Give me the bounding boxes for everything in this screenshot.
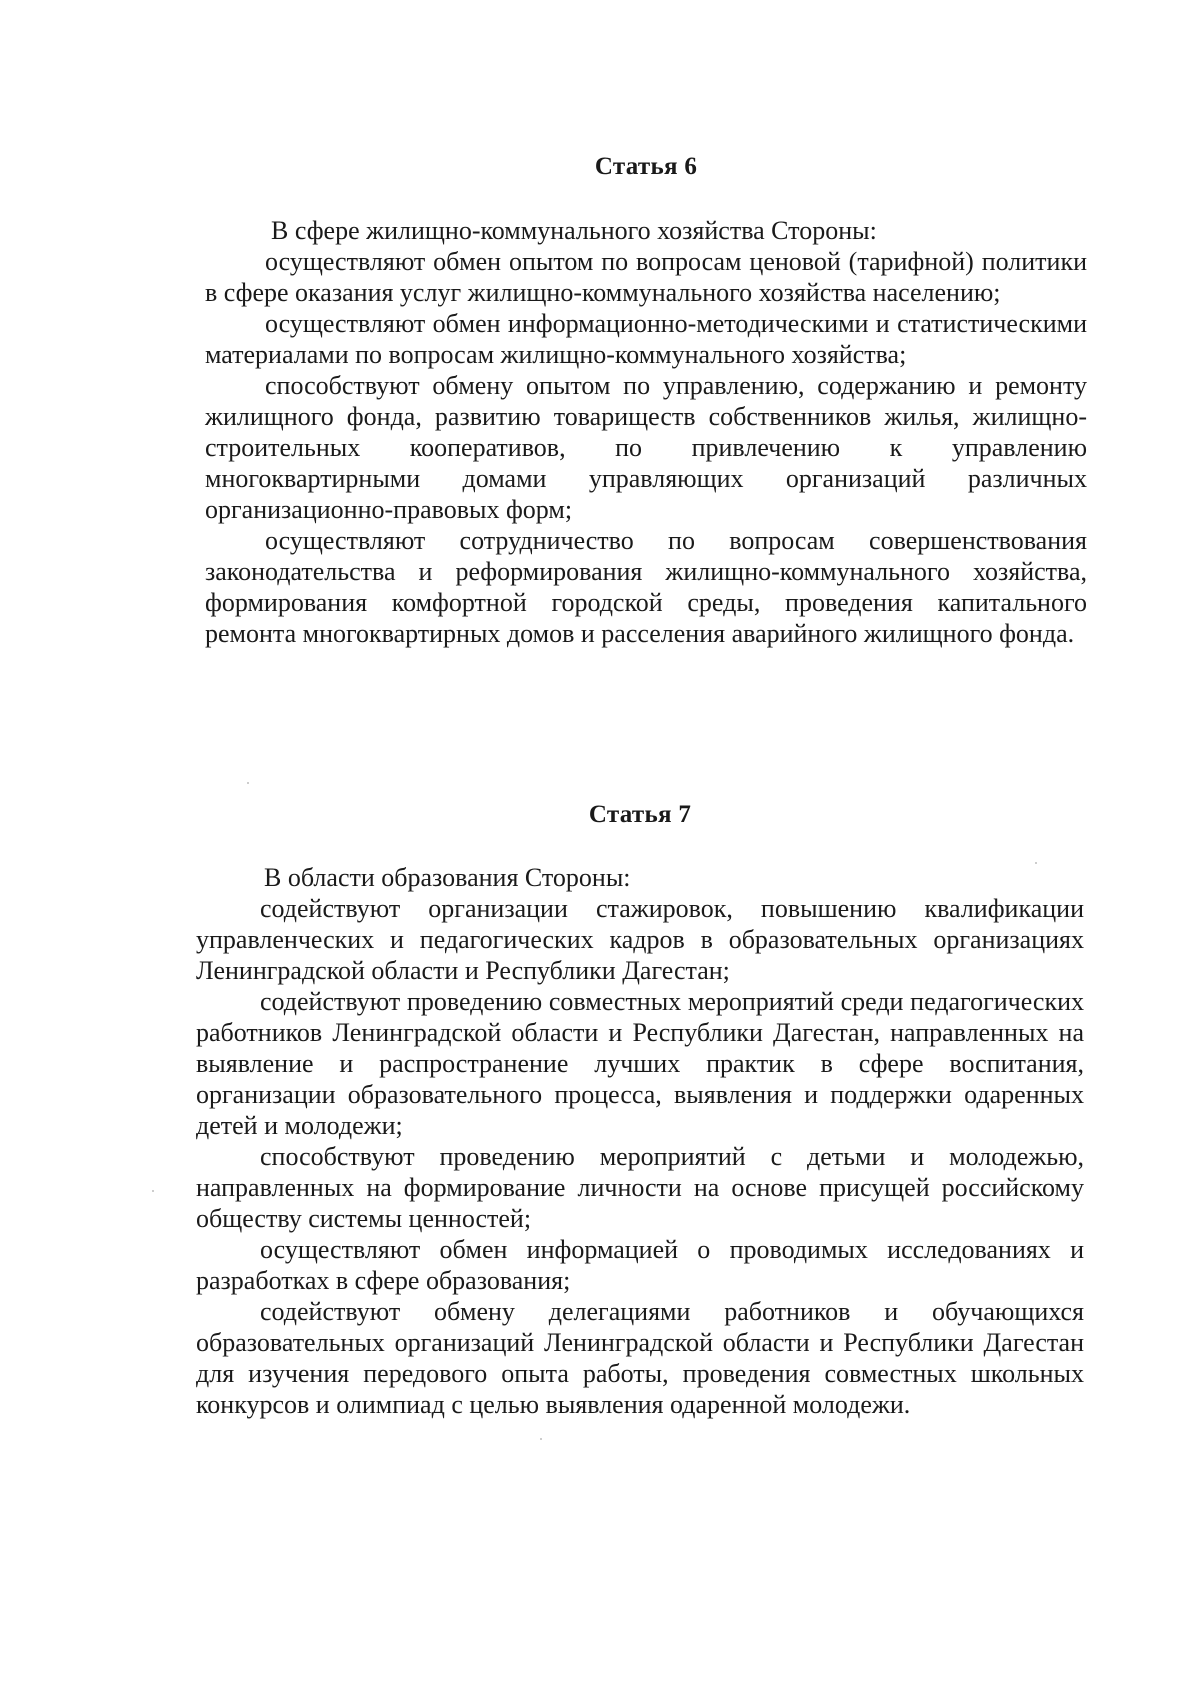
article-6-paragraph: осуществляют обмен информационно-методическими и статистическими материалами по вопросам жилищно-коммунального хозяйства;: [205, 309, 1087, 369]
article-6-paragraph: осуществляют обмен опытом по вопросам ценовой (тарифной) политики в сфере оказания услуг жилищно-коммунального хозяйства населению;: [205, 247, 1087, 307]
article-6-paragraph: осуществляют сотрудничество по вопросам совершенствования законодательства и реформирования жилищно-коммунального хозяйства, формирования комфортной городской среды, проведения капитального ремонта многоквартирных домов и расселения аварийного жилищного фонда.: [205, 526, 1087, 648]
article-7-paragraph: осуществляют обмен информацией о проводимых исследованиях и разработках в сфере образования;: [196, 1235, 1084, 1295]
article-7-paragraph: способствуют проведению мероприятий с детьми и молодежью, направленных на формирование личности на основе присущей российскому обществу системы ценностей;: [196, 1142, 1084, 1233]
article-7-intro: В области образования Стороны:: [264, 863, 631, 892]
article-7: [196, 800, 1084, 1420]
article-7-paragraph: содействуют организации стажировок, повышению квалификации управленческих и педагогических кадров в образовательных организациях Ленинградской области и Республики Дагестан;: [196, 894, 1084, 985]
article-7-paragraph: содействуют проведению совместных мероприятий среди педагогических работников Ленинградской области и Республики Дагестан, направленных на выявление и распространение лучших практик в сфере воспитания, организации образовательного процесса, выявления и поддержки одаренных детей и молодежи;: [196, 987, 1084, 1140]
article-6-paragraph: способствуют обмену опытом по управлению, содержанию и ремонту жилищного фонда, развитию товариществ собственников жилья, жилищно-строительных кооперативов, по привлечению к управлению многоквартирными домами управляющих организаций различных организационно-правовых форм;: [205, 371, 1087, 524]
scan-speck: [247, 782, 249, 784]
article-7-title: Статья 7: [588, 801, 692, 828]
article-6: [205, 152, 1087, 649]
article-7-paragraph: содействуют обмену делегациями работников и обучающихся образовательных организаций Ленинградской области и Республики Дагестан для изучения передового опыта работы, проведения совместных школьных конкурсов и олимпиад с целью выявления одаренной молодежи.: [196, 1297, 1084, 1419]
scan-speck: [540, 1438, 542, 1440]
scan-speck: [152, 1190, 154, 1192]
article-6-intro: В сфере жилищно-коммунального хозяйства Стороны:: [271, 216, 877, 245]
scan-speck: [1035, 862, 1037, 864]
article-6-title: Статья 6: [594, 153, 698, 180]
